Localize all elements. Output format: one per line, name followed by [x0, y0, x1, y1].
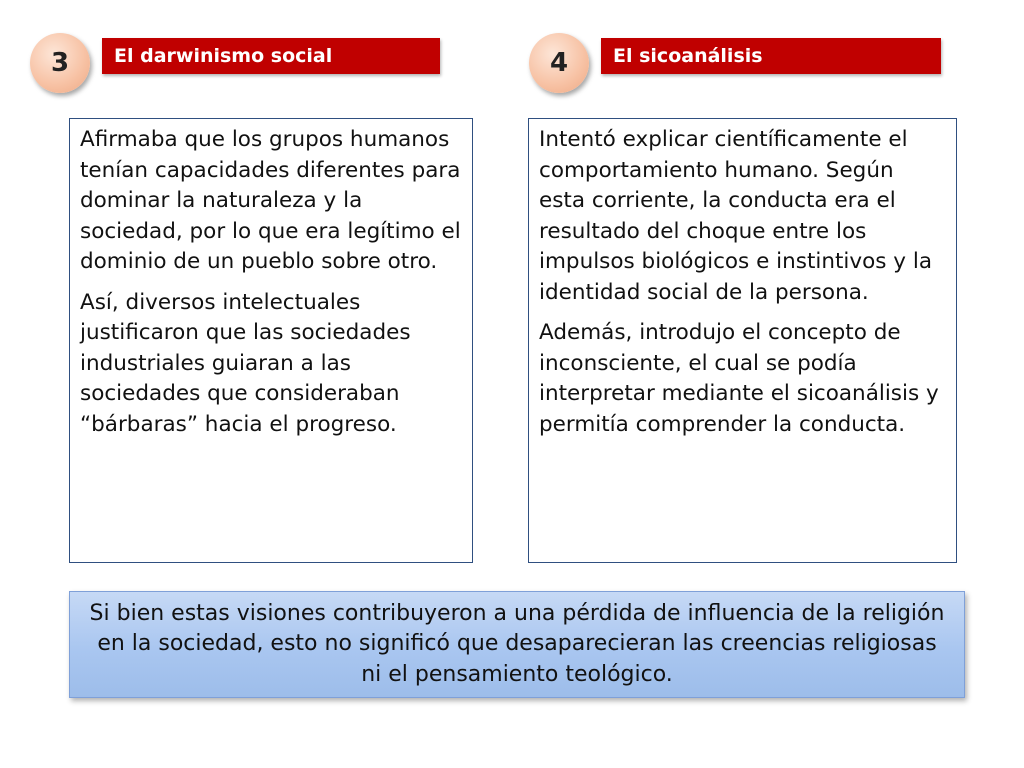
section-title-sicoanalisis: El sicoanálisis	[601, 38, 941, 74]
section-title-darwinismo: El darwinismo social	[102, 38, 440, 74]
sicoanalisis-text-box	[528, 118, 957, 563]
darwinismo-paragraph-2: Así, diversos intelectuales justificaron que las sociedades industriales guiaran a las sociedades que consideraban “bárbaras” hacia el progreso.	[80, 289, 411, 437]
darwinismo-text-box	[69, 118, 473, 563]
sicoanalisis-paragraph-1: Intentó explicar científicamente el comportamiento humano. Según esta corriente, la conducta era el resultado del choque entre los impulsos biológicos e instintivos y la identidad social de la persona.	[539, 127, 933, 305]
darwinismo-paragraph-1: Afirmaba que los grupos humanos tenían capacidades diferentes para dominar la naturaleza y la sociedad, por lo que era legítimo el dominio de un pueblo sobre otro.	[80, 127, 461, 274]
section-number-badge-3: 3	[30, 33, 90, 93]
sicoanalisis-paragraph-2: Además, introdujo el concepto de inconsciente, el cual se podía interpretar mediante el sicoanálisis y permitía comprender la conducta.	[539, 320, 939, 437]
section-number-badge-4: 4	[529, 33, 589, 93]
conclusion-box	[69, 591, 965, 698]
conclusion-text: Si bien estas visiones contribuyeron a una pérdida de influencia de la religión en la sociedad, esto no significó que desaparecieran las creencias religiosas ni el pensamiento teológico.	[89, 600, 945, 687]
